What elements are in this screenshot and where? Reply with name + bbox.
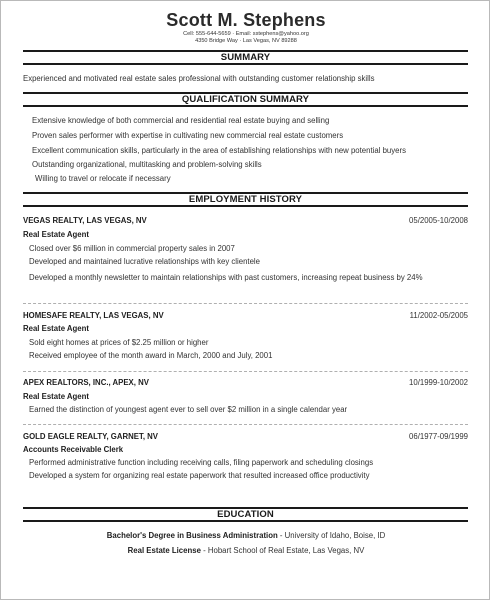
qualification-item: Proven sales performer with expertise in cultivating new commercial real estate customers — [32, 131, 344, 140]
job-role: Real Estate Agent — [23, 392, 90, 401]
summary-text: Experienced and motivated real estate sales professional with outstanding customer relationship skills — [23, 74, 375, 83]
job-dates: 11/2002-05/2005 — [409, 311, 468, 320]
job-bullet: Received employee of the month award in March, 2000 and July, 2001 — [29, 351, 273, 360]
job-company: APEX REALTORS, INC., APEX, NV — [23, 378, 149, 387]
job-bullet: Developed and maintained lucrative relationships with key clientele — [29, 257, 261, 266]
job-company: GOLD EAGLE REALTY, GARNET, NV — [23, 432, 159, 441]
education-degree: Real Estate License — [127, 546, 201, 555]
job-dates: 05/2005-10/2008 — [409, 216, 468, 225]
job-company: HOMESAFE REALTY, LAS VEGAS, NV — [23, 311, 164, 320]
education-entry — [1, 546, 490, 556]
education-school: - University of Idaho, Boise, ID — [277, 531, 386, 540]
job-role: Real Estate Agent — [23, 230, 90, 239]
contact-line-address: 4350 Bridge Way · Las Vegas, NV 89288 — [195, 38, 297, 44]
job-dates: 06/1977-09/1999 — [409, 432, 468, 441]
job-dates: 10/1999-10/2002 — [409, 378, 468, 387]
qualification-item: Outstanding organizational, multitasking and problem-solving skills — [32, 160, 262, 169]
summary-title: SUMMARY — [220, 52, 271, 63]
employment-title: EMPLOYMENT HISTORY — [188, 194, 303, 205]
education-degree: Bachelor's Degree in Business Administration — [106, 531, 278, 540]
job-bullet: Developed a monthly newsletter to maintain relationships with past customers, increasing repeat business by 24% — [29, 273, 423, 282]
job-bullet: Sold eight homes at prices of $2.25 million or higher — [29, 338, 209, 347]
qualification-item: Willing to travel or relocate if necessary — [35, 174, 171, 183]
education-heading — [23, 507, 468, 522]
job-company: VEGAS REALTY, LAS VEGAS, NV — [23, 216, 147, 225]
candidate-name: Scott M. Stephens — [166, 10, 326, 30]
qualification-item: Extensive knowledge of both commercial and residential real estate buying and selling — [32, 116, 330, 125]
employment-heading — [23, 192, 468, 207]
education-title: EDUCATION — [217, 509, 274, 520]
job-bullet: Performed administrative function including receiving calls, filing paperwork and scheduling closings — [29, 458, 374, 467]
contact-line-phone-email: Cell: 555-644-5659 · Email: sstephens@yahoo.org — [183, 31, 309, 37]
job-role: Real Estate Agent — [23, 324, 90, 333]
education-school: - Hobart School of Real Estate, Las Vegas, NV — [200, 546, 365, 555]
job-bullet: Closed over $6 million in commercial property sales in 2007 — [29, 244, 235, 253]
job-divider — [23, 424, 468, 425]
qualification-item: Excellent communication skills, particularly in the area of establishing relationships with new potential buyers — [32, 146, 407, 155]
education-entry — [1, 531, 490, 541]
job-role: Accounts Receivable Clerk — [23, 445, 124, 454]
job-bullet: Earned the distinction of youngest agent ever to sell over $2 million in a single calendar year — [29, 405, 348, 414]
qualifications-title: QUALIFICATION SUMMARY — [181, 94, 310, 105]
summary-heading — [23, 50, 468, 65]
job-bullet: Developed a system for organizing real estate paperwork that resulted increased office productivity — [29, 471, 370, 480]
job-divider — [23, 371, 468, 372]
job-divider — [23, 303, 468, 304]
qualifications-heading — [23, 92, 468, 107]
